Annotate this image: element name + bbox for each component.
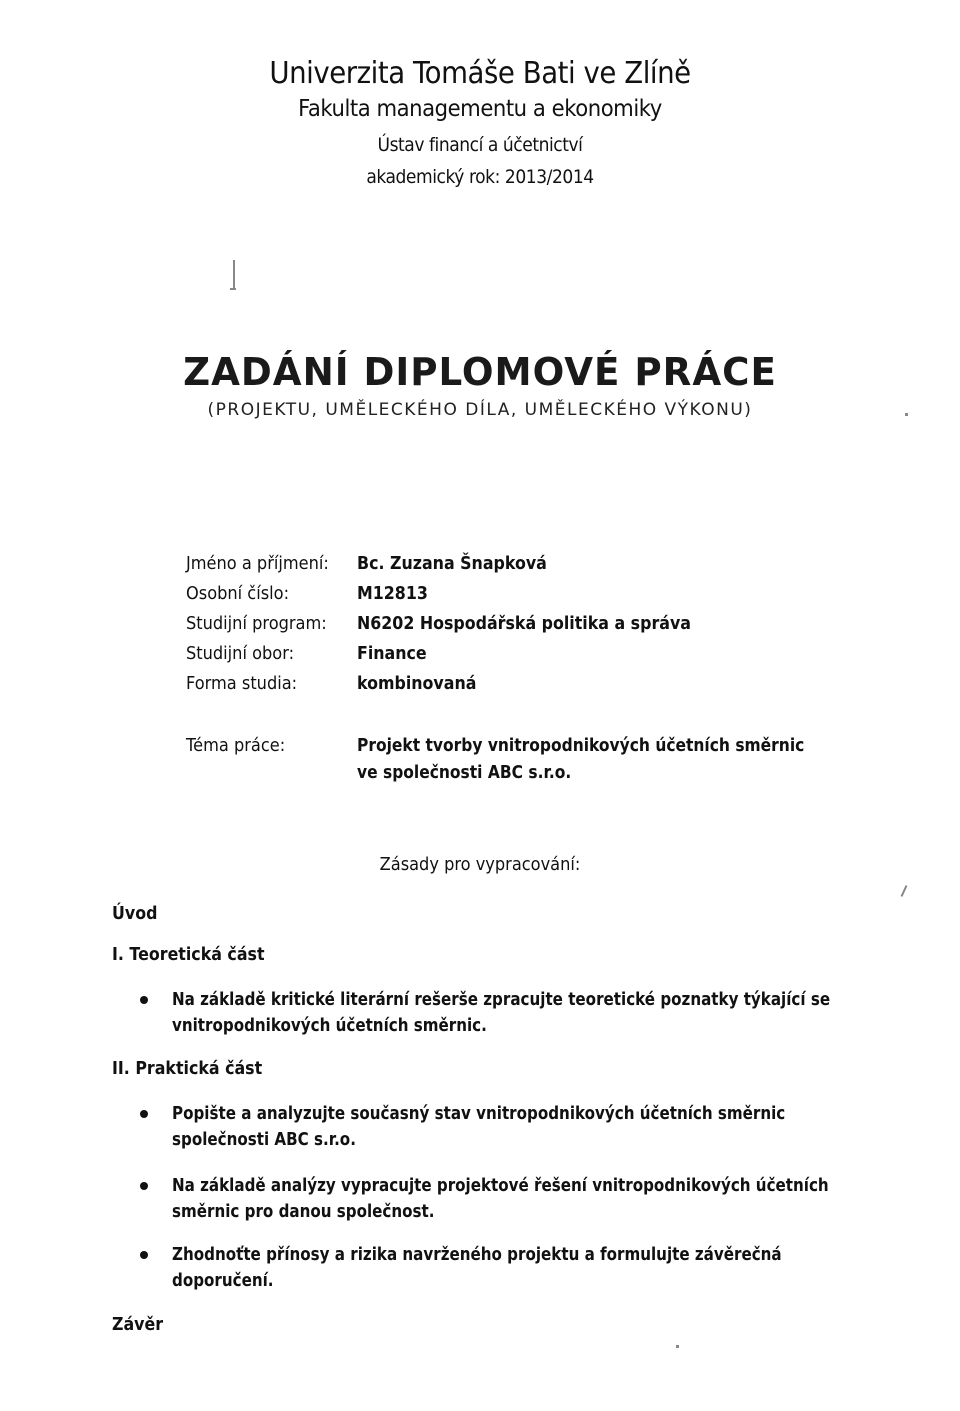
scan-mark [230, 288, 236, 290]
university-name: Univerzita Tomáše Bati ve Zlíně [269, 56, 691, 91]
list-item: Na základě analýzy vypracujte projektové řešení vnitropodnikových účetních [172, 1175, 829, 1196]
document-title: ZADÁNÍ DIPLOMOVÉ PRÁCE [183, 350, 777, 394]
personal-number-value: M12813 [357, 583, 428, 604]
study-program-label: Studijní program: [186, 613, 327, 634]
field-of-study-label: Studijní obor: [186, 643, 295, 664]
practical-part-heading: II. Praktická část [112, 1058, 263, 1079]
scan-mark [901, 885, 908, 897]
conclusion-heading: Závěr [112, 1314, 164, 1335]
principles-heading: Zásady pro vypracování: [379, 854, 581, 875]
academic-year: akademický rok: 2013/2014 [366, 166, 594, 188]
faculty-name: Fakulta managementu a ekonomiky [298, 96, 662, 122]
intro-heading: Úvod [112, 903, 158, 924]
institute-name: Ústav financí a účetnictví [377, 134, 583, 156]
bullet-icon [140, 1251, 148, 1259]
topic-label: Téma práce: [186, 735, 286, 756]
personal-number-label: Osobní číslo: [186, 583, 290, 604]
study-form-value: kombinovaná [357, 673, 477, 694]
scan-mark [905, 413, 908, 416]
name-value: Bc. Zuzana Šnapková [357, 553, 547, 574]
list-item-continued: směrnic pro danou společnost. [172, 1201, 435, 1222]
scan-mark [233, 260, 235, 290]
scan-mark [676, 1345, 679, 1348]
document-subtitle: (PROJEKTU, UMĚLECKÉHO DÍLA, UMĚLECKÉHO VÝKONU) [207, 400, 753, 420]
bullet-icon [140, 996, 148, 1004]
topic-line: ve společnosti ABC s.r.o. [357, 762, 572, 783]
study-program-value: N6202 Hospodářská politika a správa [357, 613, 691, 634]
field-of-study-value: Finance [357, 643, 427, 664]
topic-line: Projekt tvorby vnitropodnikových účetních směrnic [357, 735, 805, 756]
name-label: Jméno a příjmení: [186, 553, 329, 574]
bullet-icon [140, 1110, 148, 1118]
list-item-continued: společnosti ABC s.r.o. [172, 1129, 356, 1150]
bullet-icon [140, 1182, 148, 1190]
list-item-continued: vnitropodnikových účetních směrnic. [172, 1015, 487, 1036]
list-item: Popište a analyzujte současný stav vnitropodnikových účetních směrnic [172, 1103, 786, 1124]
list-item-continued: doporučení. [172, 1270, 274, 1291]
list-item: Na základě kritické literární rešerše zpracujte teoretické poznatky týkající se [172, 989, 831, 1010]
list-item: Zhodnoťte přínosy a rizika navrženého projektu a formulujte závěrečná [172, 1244, 782, 1265]
study-form-label: Forma studia: [186, 673, 298, 694]
theory-part-heading: I. Teoretická část [112, 944, 265, 965]
